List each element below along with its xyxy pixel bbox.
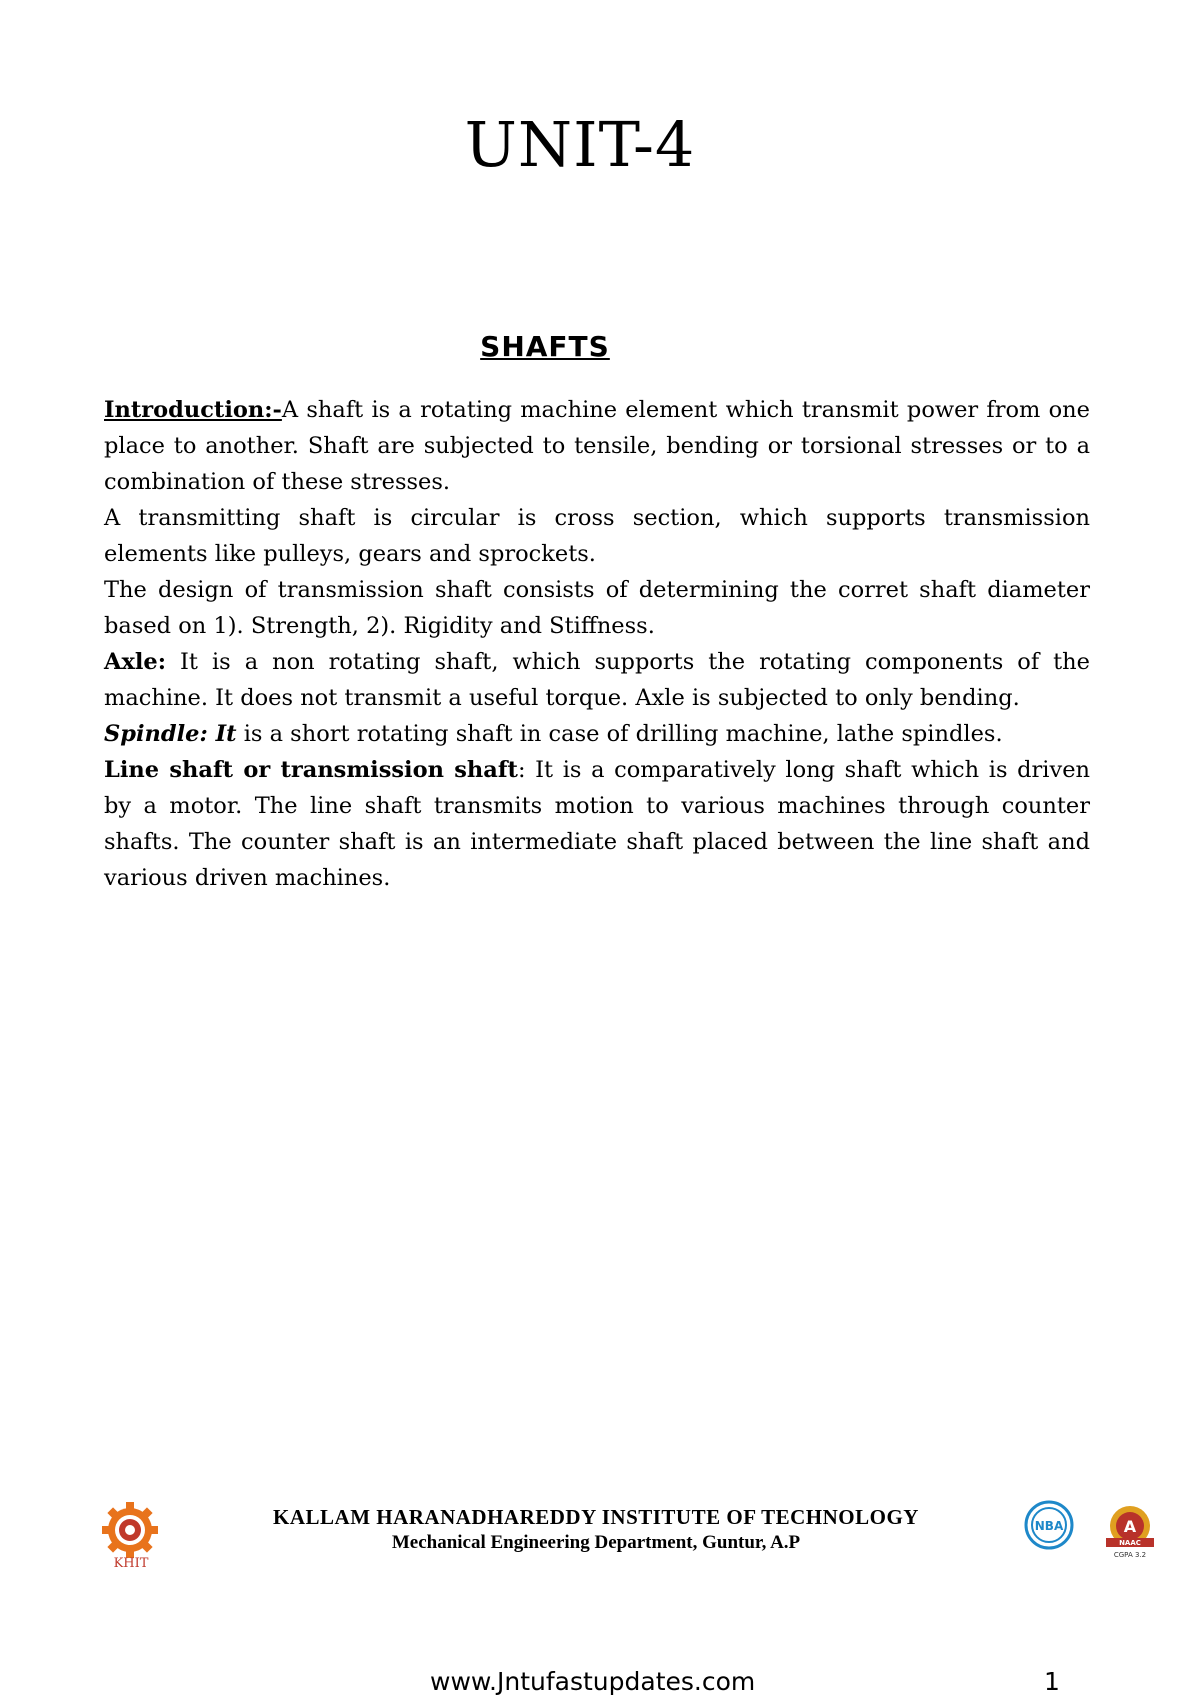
axle-text: It is a non rotating shaft, which supports the rotating components of the machine. It does not transmit a useful torque. Axle is subjected to only bending.	[104, 649, 1090, 711]
intro-paragraph	[104, 392, 1090, 500]
line-shaft-paragraph	[104, 752, 1090, 896]
department-name: Mechanical Engineering Department, Guntur, A.P	[391, 1532, 801, 1553]
unit-title: UNIT-4	[464, 108, 696, 181]
section-heading: SHAFTS	[480, 330, 610, 363]
intro-text: A shaft is a rotating machine element which transmit power from one place to another. Shaft are subjected to tensile, bending or torsional stresses or to a combination of these stresses.	[104, 397, 1090, 495]
design-paragraph: The design of transmission shaft consists of determining the corret shaft diameter based on 1). Strength, 2). Rigidity and Stiffness.	[104, 577, 1090, 639]
document-body	[104, 392, 1090, 896]
transmitting-paragraph: A transmitting shaft is circular is cross section, which supports transmission elements like pulleys, gears and sprockets.	[104, 505, 1090, 567]
website-link[interactable]: www.Jntufastupdates.com	[430, 1667, 756, 1696]
naac-logo	[1100, 1500, 1160, 1560]
naac-logo-letter: A	[1123, 1517, 1137, 1536]
institute-name: KALLAM HARANADHAREDDY INSTITUTE OF TECHNOLOGY	[273, 1505, 919, 1529]
naac-logo-text: NAAC	[1119, 1539, 1141, 1547]
naac-logo-grade: CGPA 3.2	[1113, 1551, 1147, 1559]
institute-footer	[0, 1500, 1200, 1590]
line-shaft-label: Line shaft or transmission shaft	[104, 757, 518, 783]
spindle-label: Spindle: It	[104, 721, 237, 747]
nba-logo	[1024, 1500, 1074, 1550]
axle-label: Axle:	[104, 649, 167, 675]
page-number: 1	[1044, 1667, 1060, 1696]
spindle-text: is a short rotating shaft in case of drilling machine, lathe spindles.	[236, 721, 1003, 747]
line-shaft-text: : It is a comparatively long shaft which is driven by a motor. The line shaft transmits motion to various machines through counter shafts. The counter shaft is an intermediate shaft placed between the line shaft and various driven machines.	[104, 757, 1091, 891]
intro-label: Introduction:-	[104, 397, 282, 423]
axle-paragraph	[104, 644, 1090, 716]
khit-logo-text: KHIT	[113, 1556, 149, 1570]
nba-logo-text: NBA	[1034, 1519, 1064, 1533]
khit-logo	[100, 1500, 162, 1570]
spindle-paragraph	[104, 716, 1090, 752]
institute-info	[200, 1504, 992, 1556]
